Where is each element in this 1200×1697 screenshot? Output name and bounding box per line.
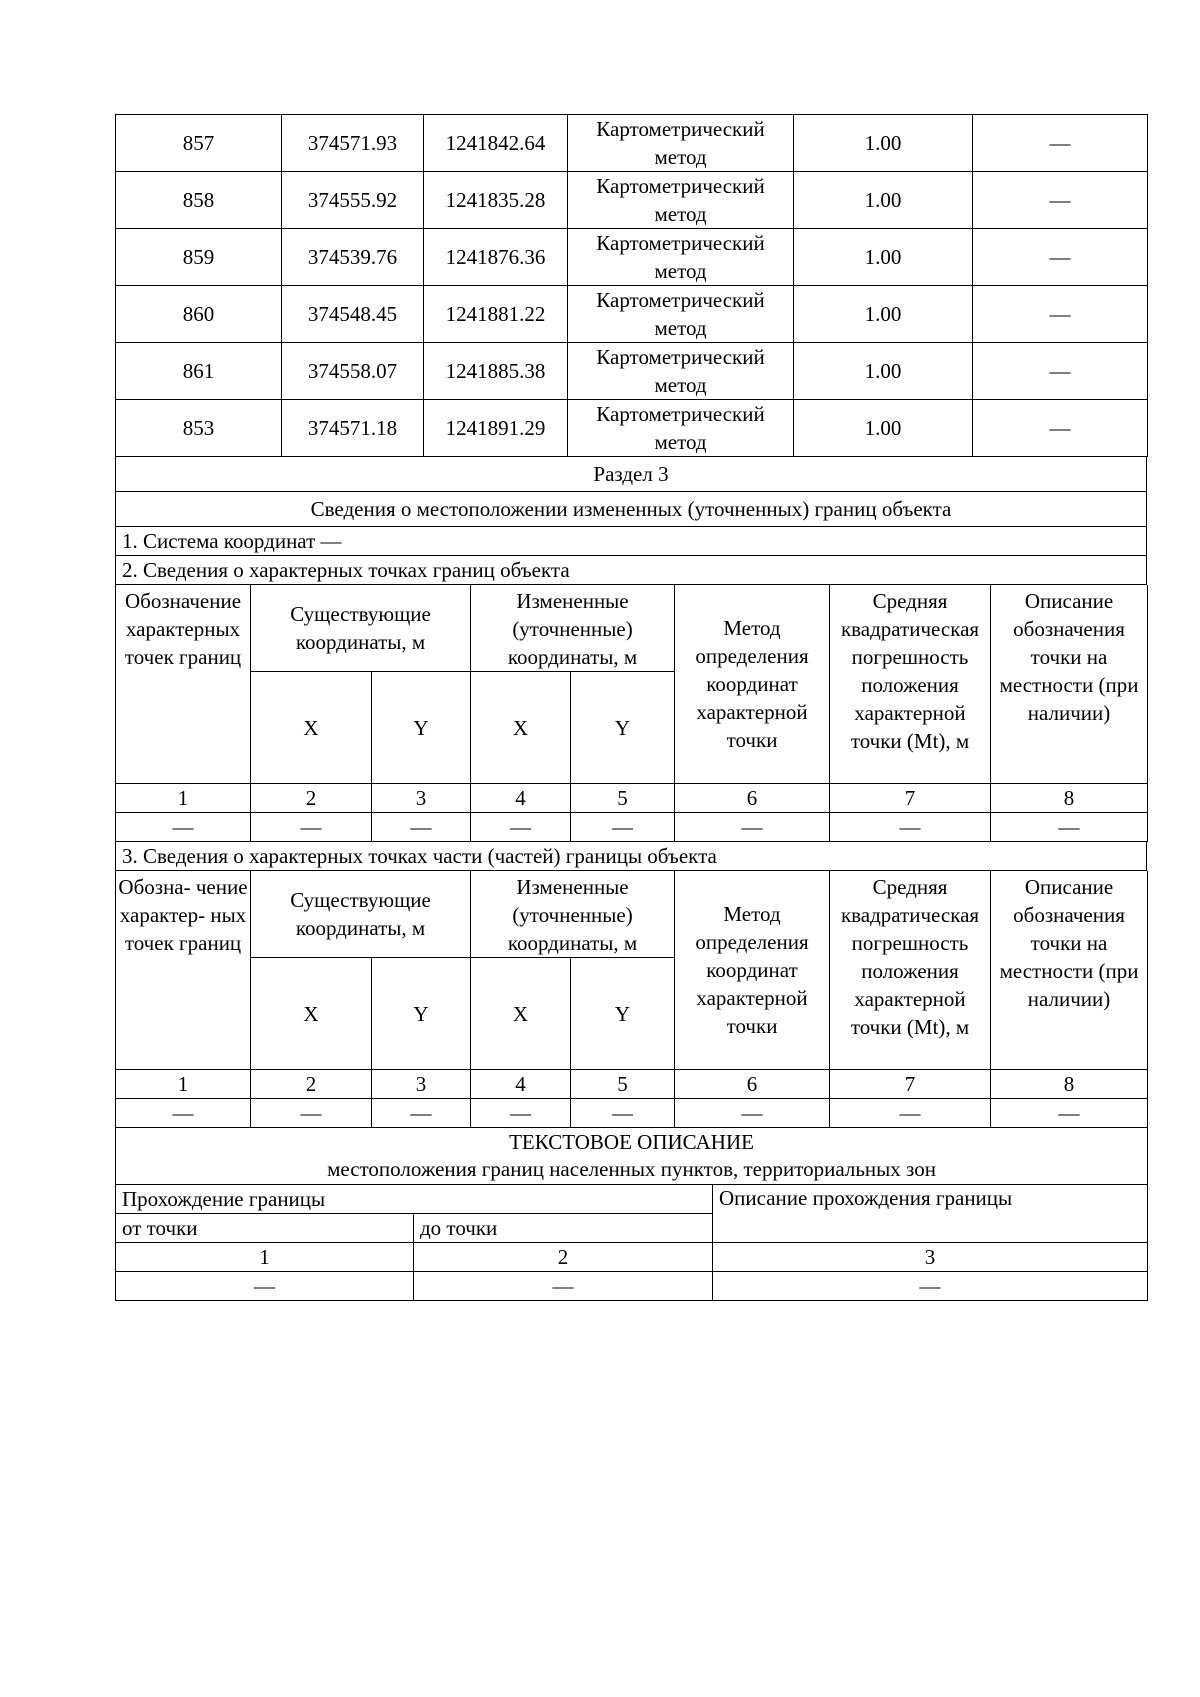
part3-num: 1 bbox=[116, 1070, 251, 1099]
point-accuracy: 1.00 bbox=[794, 286, 973, 343]
point-id: 853 bbox=[116, 400, 282, 457]
part3-empty: — bbox=[116, 1099, 251, 1128]
part2-num: 6 bbox=[675, 784, 830, 813]
point-accuracy: 1.00 bbox=[794, 343, 973, 400]
part3-num: 6 bbox=[675, 1070, 830, 1099]
part3-num: 4 bbox=[471, 1070, 571, 1099]
part2-empty: — bbox=[991, 813, 1148, 842]
point-id: 859 bbox=[116, 229, 282, 286]
part2-changed-y: Y bbox=[571, 672, 675, 784]
text-empty: — bbox=[414, 1272, 713, 1301]
document-page bbox=[115, 114, 1147, 1301]
part2-col-existing: Существующие координаты, м bbox=[251, 585, 471, 672]
part2-num: 5 bbox=[571, 784, 675, 813]
point-description: — bbox=[973, 400, 1148, 457]
point-x: 374571.93 bbox=[282, 115, 424, 172]
part3-num: 2 bbox=[251, 1070, 372, 1099]
part3-col-existing: Существующие координаты, м bbox=[251, 871, 471, 958]
point-method: Картометрический метод bbox=[568, 343, 794, 400]
point-id: 858 bbox=[116, 172, 282, 229]
part3-col-accuracy: Средняя квадратическая погрешность положения характерной точки (Mt), м bbox=[830, 871, 991, 1070]
point-id: 860 bbox=[116, 286, 282, 343]
table-row bbox=[116, 400, 1148, 457]
part2-table bbox=[115, 585, 1148, 842]
point-accuracy: 1.00 bbox=[794, 172, 973, 229]
text-description-block bbox=[115, 1128, 1147, 1301]
part3-empty: — bbox=[471, 1099, 571, 1128]
points-table bbox=[115, 114, 1148, 457]
part2-heading: 2. Сведения о характерных точках границ объекта bbox=[116, 556, 1147, 585]
part2-col-changed: Измененные (уточненные) координаты, м bbox=[471, 585, 675, 672]
part3-col-designation: Обозна- чение характер- ных точек границ bbox=[116, 871, 251, 1070]
point-method: Картометрический метод bbox=[568, 172, 794, 229]
part3-existing-x: X bbox=[251, 958, 372, 1070]
part2-num: 3 bbox=[372, 784, 471, 813]
part2-existing-y: Y bbox=[372, 672, 471, 784]
point-accuracy: 1.00 bbox=[794, 115, 973, 172]
table-row bbox=[116, 286, 1148, 343]
section3-header bbox=[115, 457, 1147, 585]
point-accuracy: 1.00 bbox=[794, 229, 973, 286]
section-subtitle: Сведения о местоположении измененных (уточненных) границ объекта bbox=[116, 492, 1147, 527]
text-empty: — bbox=[713, 1272, 1148, 1301]
point-description: — bbox=[973, 286, 1148, 343]
part3-empty: — bbox=[251, 1099, 372, 1128]
part3-changed-x: X bbox=[471, 958, 571, 1070]
table-row bbox=[116, 343, 1148, 400]
part2-block bbox=[115, 585, 1147, 842]
part2-empty: — bbox=[571, 813, 675, 842]
part2-empty: — bbox=[372, 813, 471, 842]
point-method: Картометрический метод bbox=[568, 229, 794, 286]
part2-num: 8 bbox=[991, 784, 1148, 813]
part3-empty: — bbox=[991, 1099, 1148, 1128]
part3-num: 7 bbox=[830, 1070, 991, 1099]
passage-description-header: Описание прохождения границы bbox=[713, 1185, 1148, 1243]
point-description: — bbox=[973, 115, 1148, 172]
point-method: Картометрический метод bbox=[568, 286, 794, 343]
part3-col-method: Метод определения координат характерной точки bbox=[675, 871, 830, 1070]
to-point-header: до точки bbox=[414, 1214, 713, 1243]
point-y: 1241891.29 bbox=[424, 400, 568, 457]
text-num: 1 bbox=[116, 1243, 414, 1272]
part3-num: 8 bbox=[991, 1070, 1148, 1099]
table-row bbox=[116, 172, 1148, 229]
part2-empty: — bbox=[471, 813, 571, 842]
text-description-subtitle: местоположения границ населенных пунктов, территориальных зон bbox=[327, 1157, 936, 1181]
table-row bbox=[116, 115, 1148, 172]
part2-col-description: Описание обозначения точки на местности (при наличии) bbox=[991, 585, 1148, 784]
point-y: 1241842.64 bbox=[424, 115, 568, 172]
part2-empty: — bbox=[675, 813, 830, 842]
text-description-table bbox=[115, 1128, 1148, 1301]
text-description-title: ТЕКСТОВОЕ ОПИСАНИЕ bbox=[509, 1130, 754, 1154]
point-description: — bbox=[973, 172, 1148, 229]
part2-existing-x: X bbox=[251, 672, 372, 784]
point-y: 1241881.22 bbox=[424, 286, 568, 343]
part3-empty: — bbox=[372, 1099, 471, 1128]
point-y: 1241885.38 bbox=[424, 343, 568, 400]
text-num: 2 bbox=[414, 1243, 713, 1272]
point-x: 374558.07 bbox=[282, 343, 424, 400]
part2-empty: — bbox=[830, 813, 991, 842]
part2-col-designation: Обозначение характерных точек границ bbox=[116, 585, 251, 784]
part2-col-method: Метод определения координат характерной точки bbox=[675, 585, 830, 784]
point-accuracy: 1.00 bbox=[794, 400, 973, 457]
point-x: 374548.45 bbox=[282, 286, 424, 343]
part3-num: 5 bbox=[571, 1070, 675, 1099]
point-method: Картометрический метод bbox=[568, 400, 794, 457]
part2-num: 4 bbox=[471, 784, 571, 813]
point-y: 1241876.36 bbox=[424, 229, 568, 286]
part2-empty: — bbox=[116, 813, 251, 842]
part3-col-description: Описание обозначения точки на местности (при наличии) bbox=[991, 871, 1148, 1070]
point-id: 861 bbox=[116, 343, 282, 400]
part2-empty: — bbox=[251, 813, 372, 842]
part2-col-accuracy: Средняя квадратическая погрешность положения характерной точки (Mt), м bbox=[830, 585, 991, 784]
part3-table bbox=[115, 871, 1148, 1128]
points-table-block bbox=[115, 114, 1147, 457]
part3-block bbox=[115, 871, 1147, 1128]
table-row bbox=[116, 229, 1148, 286]
text-description-title-cell bbox=[116, 1128, 1148, 1185]
point-method: Картометрический метод bbox=[568, 115, 794, 172]
point-id: 857 bbox=[116, 115, 282, 172]
section-title: Раздел 3 bbox=[116, 457, 1147, 492]
part3-empty: — bbox=[830, 1099, 991, 1128]
part2-num: 7 bbox=[830, 784, 991, 813]
from-point-header: от точки bbox=[116, 1214, 414, 1243]
section3-header-block bbox=[115, 457, 1147, 585]
part2-num: 2 bbox=[251, 784, 372, 813]
part2-num: 1 bbox=[116, 784, 251, 813]
part3-empty: — bbox=[571, 1099, 675, 1128]
point-y: 1241835.28 bbox=[424, 172, 568, 229]
part3-heading-block bbox=[115, 842, 1147, 871]
passage-header: Прохождение границы bbox=[116, 1185, 713, 1214]
part3-empty: — bbox=[675, 1099, 830, 1128]
part3-heading: 3. Сведения о характерных точках части (частей) границы объекта bbox=[116, 842, 1147, 871]
part3-changed-y: Y bbox=[571, 958, 675, 1070]
point-description: — bbox=[973, 229, 1148, 286]
point-x: 374555.92 bbox=[282, 172, 424, 229]
part2-changed-x: X bbox=[471, 672, 571, 784]
point-x: 374571.18 bbox=[282, 400, 424, 457]
coord-system: 1. Система координат — bbox=[116, 527, 1147, 556]
point-description: — bbox=[973, 343, 1148, 400]
part3-existing-y: Y bbox=[372, 958, 471, 1070]
part3-col-changed: Измененные (уточненные) координаты, м bbox=[471, 871, 675, 958]
point-x: 374539.76 bbox=[282, 229, 424, 286]
part3-num: 3 bbox=[372, 1070, 471, 1099]
text-num: 3 bbox=[713, 1243, 1148, 1272]
text-empty: — bbox=[116, 1272, 414, 1301]
